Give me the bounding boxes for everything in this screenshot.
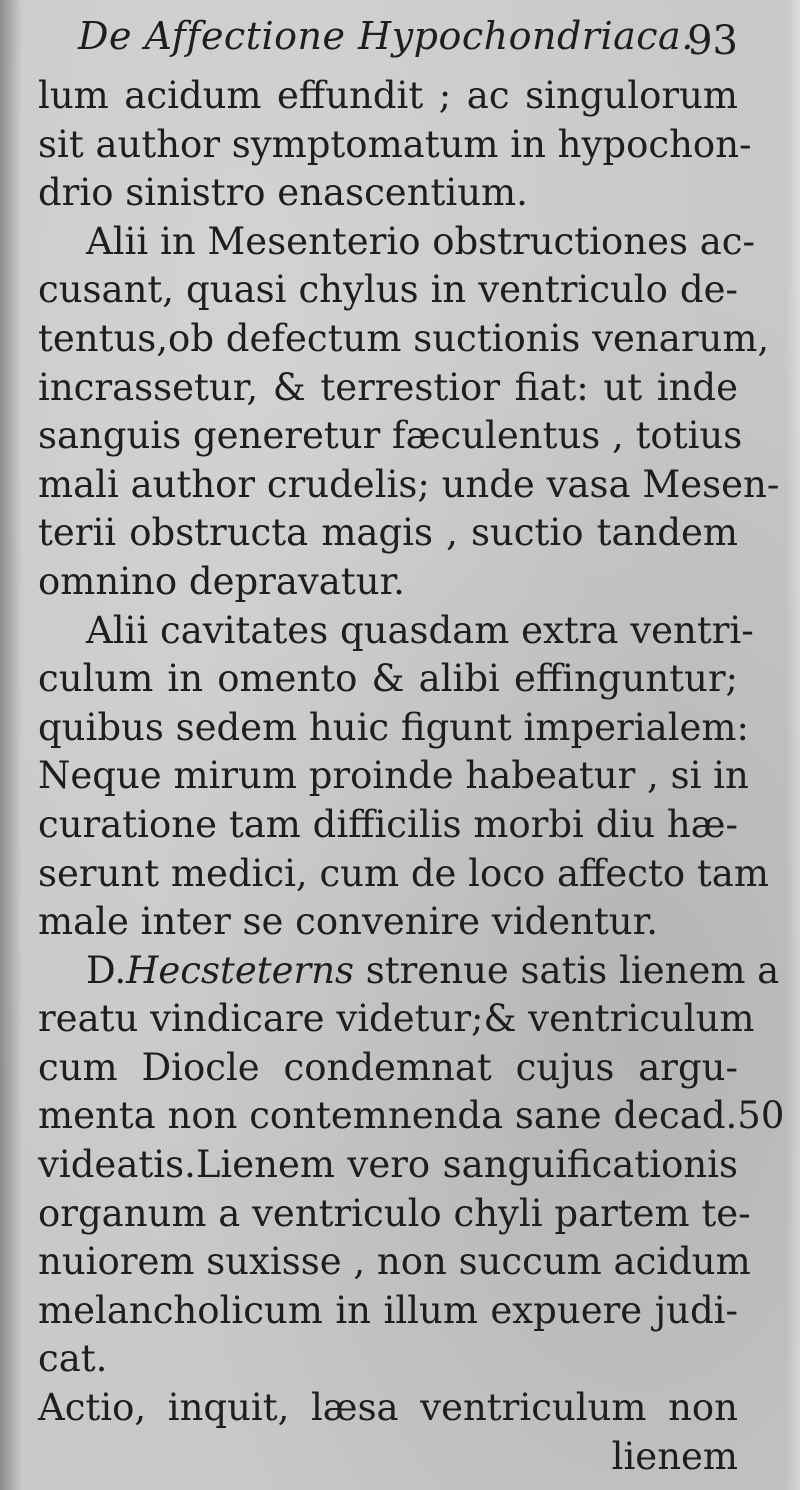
- text-line: culum in omento & alibi effinguntur;: [38, 657, 738, 701]
- text-line: sit author symptomatum in hypochon-: [38, 122, 752, 166]
- author-prefix: D.: [86, 948, 127, 992]
- text-line: drio sinistro enascentium.: [38, 171, 528, 215]
- text-line: terii obstructa magis , suctio tandem: [38, 511, 738, 555]
- text-line: menta non contemnenda sane decad.50: [38, 1094, 785, 1138]
- body-text: [38, 72, 785, 1481]
- text-line: cum Diocle condemnat cujus argu-: [38, 1045, 738, 1089]
- text-line-with-name: [38, 947, 780, 996]
- text-line: quibus sedem huic figunt imperialem:: [38, 705, 749, 749]
- text-line: nuiorem suxisse , non succum acidum: [38, 1240, 751, 1284]
- catchword: lienem: [611, 1434, 738, 1478]
- text-line: Alii in Mesenterio obstructiones ac-: [86, 219, 756, 263]
- text-line: cusant, quasi chylus in ventriculo de-: [38, 268, 738, 312]
- text-line: reatu vindicare videtur;& ventriculum: [38, 997, 755, 1041]
- text-line: sanguis generetur fæculentus , totius: [38, 414, 743, 458]
- text-line: serunt medici, cum de loco affecto tam: [38, 851, 769, 895]
- text-line: tentus,ob defectum suctionis venarum,: [38, 316, 770, 360]
- text-line: Alii cavitates quasdam extra ventri-: [86, 608, 754, 652]
- text-line: mali author crudelis; unde vasa Mesen-: [38, 462, 780, 506]
- text-line: melancholicum in illum expuere judi-: [38, 1288, 738, 1332]
- text-line: male inter se convenire videntur.: [38, 900, 659, 944]
- page-header: [78, 8, 738, 68]
- text-line: organum a ventriculo chyli partem te-: [38, 1191, 751, 1235]
- running-title: De Affectione Hypochondriaca.: [78, 14, 694, 58]
- text-line: videatis.Lienem vero sanguificationis: [38, 1143, 738, 1187]
- text-line: Actio, inquit, læsa ventriculum non: [38, 1386, 738, 1430]
- text-line: curatione tam difficilis morbi diu hæ-: [38, 802, 738, 846]
- text-line: incrassetur, & terrestior fiat: ut inde: [38, 365, 738, 409]
- text-line: cat.: [38, 1337, 108, 1381]
- line-continuation: s: [354, 948, 385, 992]
- text-line: Neque mirum proinde habeatur , si in: [38, 754, 749, 798]
- author-name: Hecsteterns: [126, 948, 355, 992]
- line-rest: trenue satis lienem a: [384, 948, 780, 992]
- text-line: omnino depravatur.: [38, 559, 405, 603]
- text-line: lum acidum effundit ; ac singulorum: [38, 74, 738, 117]
- page-number: 93: [687, 18, 738, 64]
